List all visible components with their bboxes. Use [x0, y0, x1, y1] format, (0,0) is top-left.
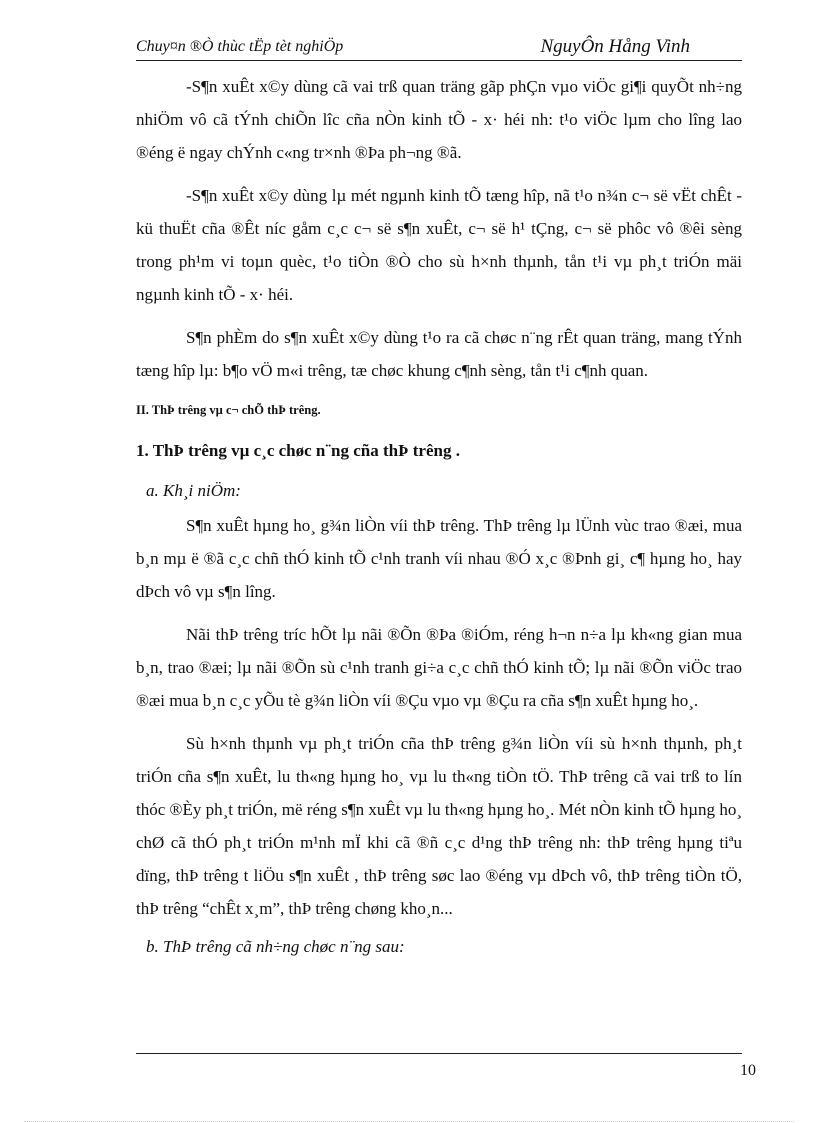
header-rule	[136, 60, 742, 61]
page-header	[136, 38, 742, 62]
header-author: NguyÔn Hång Vinh	[540, 36, 690, 57]
paragraph-a-3: Sù h×nh thµnh vµ ph¸t triÓn cña thÞ trêng g¾n liÒn víi sù h×nh thµnh, ph¸t triÓn cña s¶n xuÊt, lu th«ng hµng ho¸ vµ lu th«ng tiÒn tÖ. ThÞ trêng cã vai trß to lín thóc ®Èy ph¸t triÓn, më réng s¶n xuÊt vµ lu th«ng hµng ho¸. Mét nÒn kinh tÕ hµng ho¸ chØ cã thÓ ph¸t triÓn m¹nh mÏ khi cã ®ñ c¸c d¹ng thÞ trêng nh: thÞ trêng hµng tiªu dïng, thÞ trêng t liÖu s¶n xuÊt , thÞ trêng søc lao ®éng vµ dÞch vô, thÞ trêng tiÒn tÖ, thÞ trêng “chÊt x¸m”, thÞ trêng chøng kho¸n...	[136, 734, 742, 918]
footer-rule	[136, 1053, 742, 1054]
page-number: 10	[740, 1062, 756, 1079]
section-heading-ii: II. ThÞ trêng vµ c¬ chÕ thÞ trêng.	[136, 403, 321, 417]
section-heading-1: 1. ThÞ trêng vµ c¸c chøc n¨ng cña thÞ trêng .	[136, 441, 460, 460]
paragraph-2: -S¶n xuÊt x©y dùng lµ mét ngµnh kinh tÕ tæng hîp, nã t¹o n¾n c¬ së vËt chÊt - kü thuËt cña ®Êt níc gåm c¸c c¬ së s¶n xuÊt, c¬ së h¹ tÇng, c¬ së phôc vô ®êi sèng trong ph¹m vi toµn quèc, t¹o tiÒn ®Ò cho sù h×nh thµnh, tån t¹i vµ ph¸t triÓn mäi ngµnh kinh tÕ - x· héi.	[136, 186, 742, 304]
paragraph-1: -S¶n xuÊt x©y dùng cã vai trß quan träng gãp phÇn vµo viÖc gi¶i quyÕt nh÷ng nhiÖm vô cã tÝnh chiÕn lîc cña nÒn kinh tÕ - x· héi nh: t¹o viÖc lµm cho lîng lao ®éng ë ngay chÝnh c«ng tr×nh ®Þa ph¬ng ®ã.	[136, 77, 742, 162]
header-report-title: Chuy¤n ®Ò thùc tËp tèt nghiÖp	[136, 38, 344, 55]
paragraph-a-1: S¶n xuÊt hµng ho¸ g¾n liÒn víi thÞ trêng. ThÞ trêng lµ lÜnh vùc trao ®æi, mua b¸n mµ ë ®ã c¸c chñ thÓ kinh tÕ c¹nh tranh víi nhau ®Ó x¸c ®Þnh gi¸ c¶ hµng ho¸ hay dÞch vô vµ s¶n lîng.	[136, 516, 742, 601]
paragraph-3: S¶n phÈm do s¶n xuÊt x©y dùng t¹o ra cã chøc n¨ng rÊt quan träng, mang tÝnh tæng hîp lµ: b¶o vÖ m«i trêng, tæ chøc khung c¶nh sèng, tån t¹i c¶nh quan.	[136, 328, 742, 380]
page-body	[136, 70, 742, 965]
subheading-a: a. Kh¸i niÖm:	[146, 481, 241, 500]
page-edge-dotted-line	[24, 1121, 794, 1122]
subheading-b: b. ThÞ trêng cã nh÷ng chøc n¨ng sau:	[146, 937, 405, 956]
paragraph-a-2: Nãi thÞ trêng tríc hÕt lµ nãi ®Õn ®Þa ®iÓm, réng h¬n n÷a lµ kh«ng gian mua b¸n, trao ®æi; lµ nãi ®Õn sù c¹nh tranh gi÷a c¸c chñ thÓ kinh tÕ; lµ nãi ®Õn viÖc trao ®æi mua b¸n c¸c yÕu tè g¾n liÒn víi ®Çu vµo vµ ®Çu ra cña s¶n xuÊt hµng ho¸.	[136, 625, 742, 710]
